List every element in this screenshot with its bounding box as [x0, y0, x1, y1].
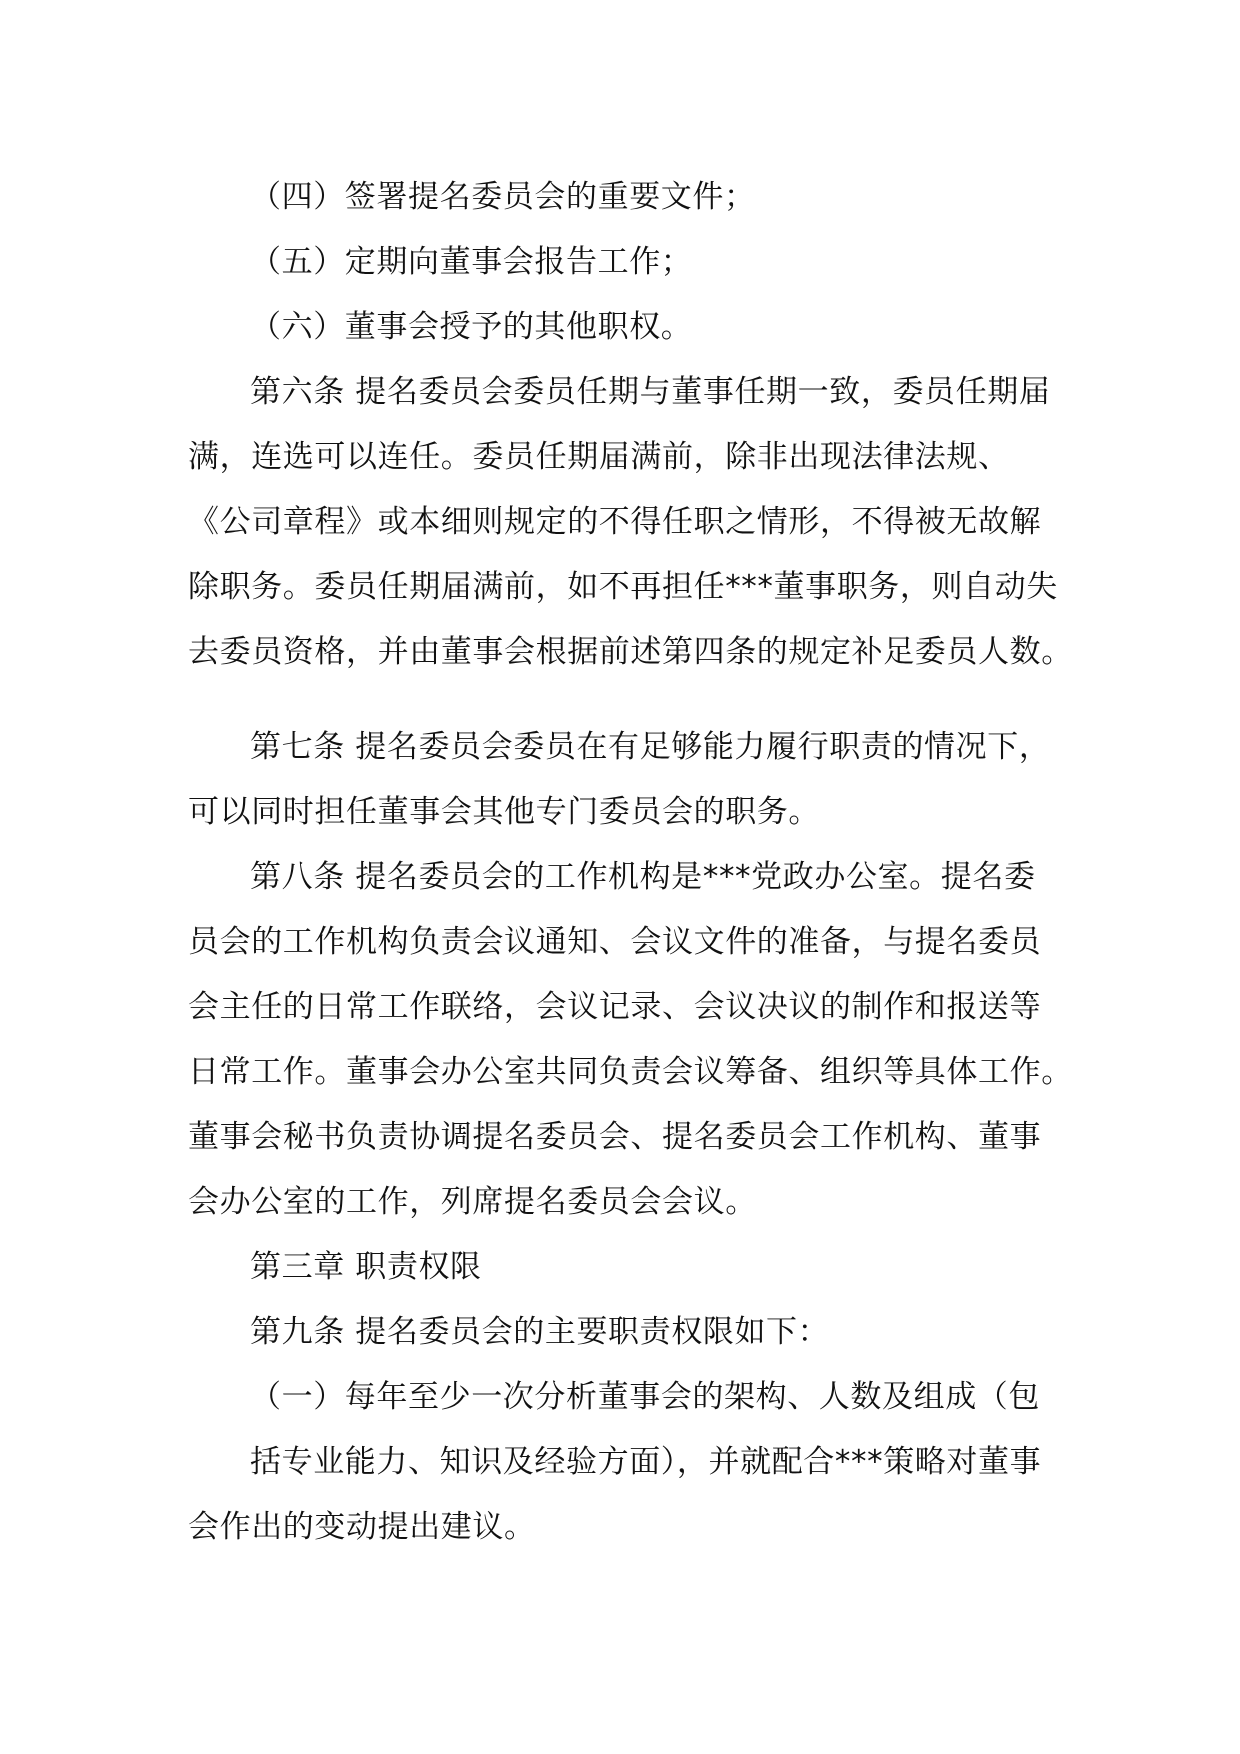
- chapter-3-heading: 第三章 职责权限: [250, 1249, 482, 1285]
- article-8-line-1: 第八条 提名委员会的工作机构是***党政办公室。提名委: [250, 859, 1036, 895]
- article-7-line-2: 可以同时担任董事会其他专门委员会的职务。: [188, 794, 820, 830]
- article-6-line-3: 《公司章程》或本细则规定的不得任职之情形，不得被无故解: [188, 504, 1042, 540]
- article-8-line-5: 董事会秘书负责协调提名委员会、提名委员会工作机构、董事: [188, 1119, 1042, 1155]
- article-7-line-1: 第七条 提名委员会委员在有足够能力履行职责的情况下，: [250, 729, 1051, 765]
- clause-item-6: （六）董事会授予的其他职权。: [250, 309, 693, 345]
- article-6-line-4: 除职务。委员任期届满前，如不再担任***董事职务，则自动失: [188, 569, 1058, 605]
- article-9-item-1-line-1: （一）每年至少一次分析董事会的架构、人数及组成（包: [250, 1379, 1040, 1415]
- article-8-line-3: 会主任的日常工作联络，会议记录、会议决议的制作和报送等: [188, 989, 1042, 1025]
- article-6-line-2: 满，连选可以连任。委员任期届满前，除非出现法律法规、: [188, 439, 1010, 475]
- article-8-line-2: 员会的工作机构负责会议通知、会议文件的准备，与提名委员: [188, 924, 1042, 960]
- article-8-line-4: 日常工作。董事会办公室共同负责会议筹备、组织等具体工作。: [188, 1054, 1073, 1090]
- clause-item-5: （五）定期向董事会报告工作；: [250, 244, 693, 280]
- article-6-line-1: 第六条 提名委员会委员任期与董事任期一致，委员任期届: [250, 374, 1051, 410]
- article-9-line-1: 第九条 提名委员会的主要职责权限如下：: [250, 1314, 830, 1350]
- article-9-item-1-line-3: 会作出的变动提出建议。: [188, 1509, 536, 1545]
- article-9-item-1-line-2: 括专业能力、知识及经验方面），并就配合***策略对董事: [250, 1444, 1042, 1480]
- clause-item-4: （四）签署提名委员会的重要文件；: [250, 179, 756, 215]
- article-6-line-5: 去委员资格，并由董事会根据前述第四条的规定补足委员人数。: [188, 634, 1073, 670]
- article-8-line-6: 会办公室的工作，列席提名委员会会议。: [188, 1184, 757, 1220]
